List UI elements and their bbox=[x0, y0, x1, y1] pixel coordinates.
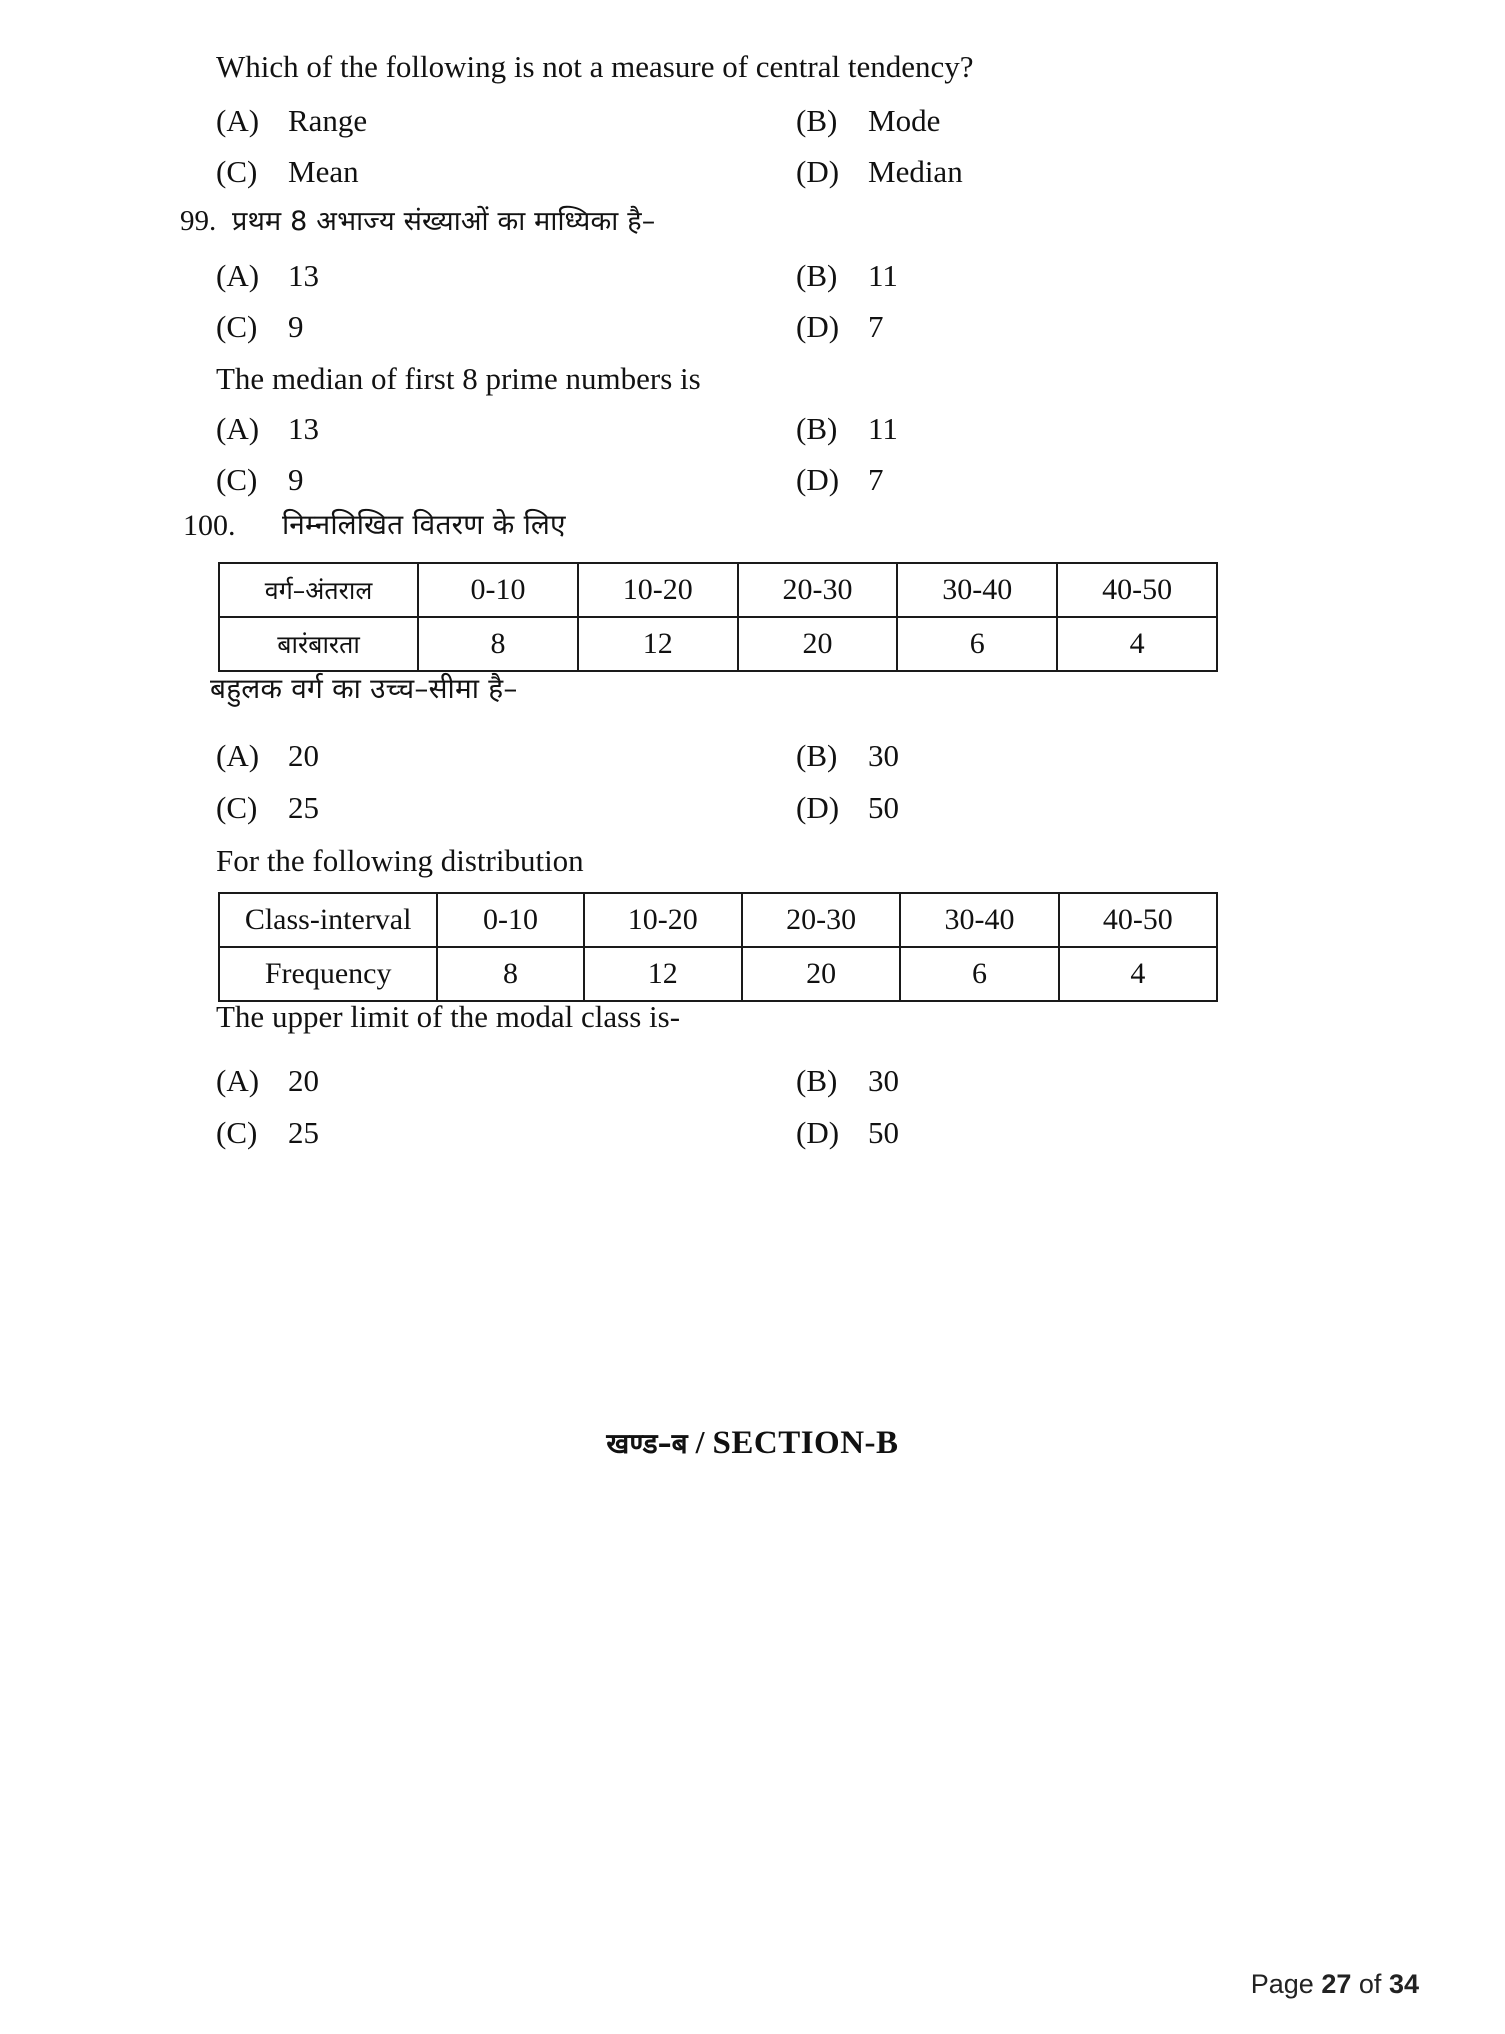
row-label-class-interval-hi: वर्ग–अंतराल bbox=[219, 563, 418, 617]
question-100-followup-hindi: बहुलक वर्ग का उच्च–सीमा है– bbox=[210, 672, 518, 705]
cell-ci-1: 10-20 bbox=[584, 893, 742, 947]
question-99-stem-hindi: प्रथम 8 अभाज्य संख्याओं का माध्यिका है– bbox=[232, 206, 656, 237]
option-a-text: 13 bbox=[288, 411, 319, 446]
option-c[interactable] bbox=[216, 309, 796, 345]
option-c-tag: (C) bbox=[216, 154, 258, 189]
option-c[interactable] bbox=[216, 154, 796, 190]
options-row bbox=[216, 103, 1376, 139]
option-c-tag: (C) bbox=[216, 462, 258, 497]
options-row bbox=[216, 738, 1376, 774]
section-header-separator: / bbox=[695, 1424, 705, 1460]
distribution-table-hindi bbox=[218, 562, 1218, 672]
option-a[interactable] bbox=[216, 411, 796, 447]
options-row bbox=[216, 462, 1376, 498]
cell-freq-1: 12 bbox=[578, 617, 738, 671]
option-b-text: 30 bbox=[868, 738, 899, 773]
cell-freq-3: 6 bbox=[900, 947, 1058, 1001]
question-100-stem-english: For the following distribution bbox=[216, 843, 584, 878]
question-stem-central-tendency: Which of the following is not a measure of central tendency? bbox=[216, 49, 974, 84]
table-row bbox=[219, 563, 1217, 617]
options-row bbox=[216, 258, 1376, 294]
option-a-tag: (A) bbox=[216, 103, 260, 138]
cell-freq-4: 4 bbox=[1059, 947, 1217, 1001]
cell-freq-0: 8 bbox=[418, 617, 578, 671]
option-c-tag: (C) bbox=[216, 309, 258, 344]
cell-freq-4: 4 bbox=[1057, 617, 1217, 671]
table-row bbox=[219, 893, 1217, 947]
question-100-number: 100. bbox=[183, 509, 236, 542]
option-b-tag: (B) bbox=[796, 258, 838, 293]
option-c-text: 25 bbox=[288, 790, 319, 825]
cell-freq-0: 8 bbox=[437, 947, 583, 1001]
cell-ci-2: 20-30 bbox=[742, 893, 900, 947]
option-a[interactable] bbox=[216, 103, 796, 139]
cell-ci-4: 40-50 bbox=[1057, 563, 1217, 617]
cell-ci-0: 0-10 bbox=[418, 563, 578, 617]
footer-current-page: 27 bbox=[1321, 1969, 1352, 1999]
question-100-followup-english: The upper limit of the modal class is- bbox=[216, 999, 681, 1034]
option-b-tag: (B) bbox=[796, 103, 838, 138]
option-c[interactable] bbox=[216, 1115, 796, 1151]
option-d-text: 7 bbox=[868, 309, 884, 344]
option-a-text: 20 bbox=[288, 1063, 319, 1098]
distribution-table-english bbox=[218, 892, 1218, 1002]
option-a-tag: (A) bbox=[216, 258, 260, 293]
footer-prefix: Page bbox=[1250, 1969, 1314, 1999]
options-row bbox=[216, 309, 1376, 345]
option-d[interactable] bbox=[796, 462, 1376, 498]
cell-freq-2: 20 bbox=[742, 947, 900, 1001]
option-a-text: 20 bbox=[288, 738, 319, 773]
cell-ci-4: 40-50 bbox=[1059, 893, 1217, 947]
section-header-english: SECTION-B bbox=[712, 1425, 899, 1461]
option-d[interactable] bbox=[796, 790, 1376, 826]
options-row bbox=[216, 411, 1376, 447]
cell-freq-3: 6 bbox=[897, 617, 1057, 671]
question-99-stem-english: The median of first 8 prime numbers is bbox=[216, 361, 701, 396]
option-a-tag: (A) bbox=[216, 738, 260, 773]
cell-ci-3: 30-40 bbox=[900, 893, 1058, 947]
option-a-tag: (A) bbox=[216, 1063, 260, 1098]
row-label-class-interval-en: Class-interval bbox=[219, 893, 437, 947]
option-d-tag: (D) bbox=[796, 790, 840, 825]
option-b-tag: (B) bbox=[796, 738, 838, 773]
option-d-text: 50 bbox=[868, 790, 899, 825]
option-c-text: 9 bbox=[288, 309, 304, 344]
option-c-tag: (C) bbox=[216, 1115, 258, 1150]
option-d[interactable] bbox=[796, 309, 1376, 345]
cell-ci-2: 20-30 bbox=[738, 563, 898, 617]
option-a-text: 13 bbox=[288, 258, 319, 293]
option-b[interactable] bbox=[796, 738, 1376, 774]
option-c-text: 25 bbox=[288, 1115, 319, 1150]
option-d[interactable] bbox=[796, 1115, 1376, 1151]
section-header bbox=[0, 1424, 1505, 1462]
option-d[interactable] bbox=[796, 154, 1376, 190]
question-99-number: 99. bbox=[180, 205, 217, 237]
cell-freq-2: 20 bbox=[738, 617, 898, 671]
question-100-stem-hindi: निम्नलिखित वितरण के लिए bbox=[282, 508, 566, 541]
cell-ci-3: 30-40 bbox=[897, 563, 1057, 617]
option-d-tag: (D) bbox=[796, 309, 840, 344]
footer-total-pages: 34 bbox=[1388, 1969, 1419, 1999]
option-d-text: Median bbox=[868, 154, 963, 189]
option-b-text: 11 bbox=[868, 411, 898, 446]
option-b[interactable] bbox=[796, 411, 1376, 447]
option-c-text: Mean bbox=[288, 154, 359, 189]
option-a[interactable] bbox=[216, 1063, 796, 1099]
option-b-text: 30 bbox=[868, 1063, 899, 1098]
footer-middle: of bbox=[1358, 1969, 1382, 1999]
option-d-tag: (D) bbox=[796, 462, 840, 497]
option-c[interactable] bbox=[216, 790, 796, 826]
option-a[interactable] bbox=[216, 258, 796, 294]
options-row bbox=[216, 1115, 1376, 1151]
table-row bbox=[219, 947, 1217, 1001]
option-b-text: Mode bbox=[868, 103, 941, 138]
row-label-frequency-en: Frequency bbox=[219, 947, 437, 1001]
page-footer bbox=[1251, 1969, 1419, 2000]
option-a-text: Range bbox=[288, 103, 368, 138]
option-a-tag: (A) bbox=[216, 411, 260, 446]
options-row bbox=[216, 1063, 1376, 1099]
section-header-hindi: खण्ड–ब bbox=[606, 1427, 688, 1460]
cell-ci-1: 10-20 bbox=[578, 563, 738, 617]
option-d-text: 50 bbox=[868, 1115, 899, 1150]
option-b[interactable] bbox=[796, 1063, 1376, 1099]
option-c[interactable] bbox=[216, 462, 796, 498]
cell-freq-1: 12 bbox=[584, 947, 742, 1001]
option-b-tag: (B) bbox=[796, 1063, 838, 1098]
option-b-tag: (B) bbox=[796, 411, 838, 446]
option-c-text: 9 bbox=[288, 462, 304, 497]
option-d-text: 7 bbox=[868, 462, 884, 497]
option-d-tag: (D) bbox=[796, 1115, 840, 1150]
option-b-text: 11 bbox=[868, 258, 898, 293]
option-a[interactable] bbox=[216, 738, 796, 774]
options-row bbox=[216, 154, 1376, 190]
row-label-frequency-hi: बारंबारता bbox=[219, 617, 418, 671]
option-c-tag: (C) bbox=[216, 790, 258, 825]
table-row bbox=[219, 617, 1217, 671]
option-d-tag: (D) bbox=[796, 154, 840, 189]
options-row bbox=[216, 790, 1376, 826]
option-b[interactable] bbox=[796, 103, 1376, 139]
option-b[interactable] bbox=[796, 258, 1376, 294]
cell-ci-0: 0-10 bbox=[437, 893, 583, 947]
